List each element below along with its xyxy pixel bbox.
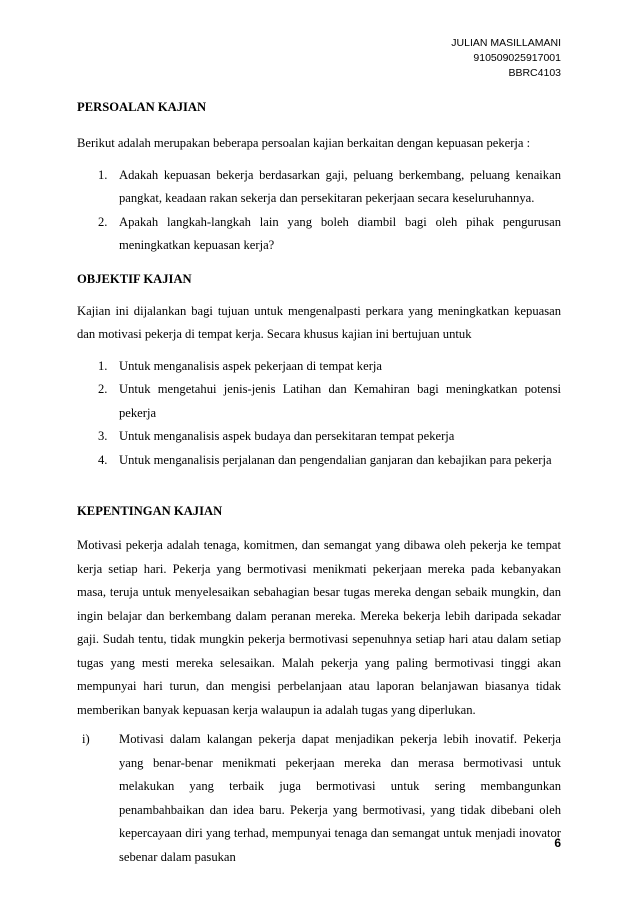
page-number: 6 [554, 836, 561, 850]
list-number: 1. [98, 167, 108, 182]
list-item [77, 355, 561, 379]
list-item-text: Apakah langkah-langkah lain yang boleh diambil bagi oleh pihak pengurusan meningkatkan kepuasan kerja? [119, 214, 561, 252]
list-item-text: Untuk mengetahui jenis-jenis Latihan dan Kemahiran bagi meningkatkan potensi pekerja [119, 382, 561, 420]
author-name: JULIAN MASILLAMANI [451, 37, 561, 49]
document-body [77, 98, 561, 869]
list-number: 2. [98, 382, 108, 396]
list-item-text: Adakah kepuasan bekerja berdasarkan gaji, peluang berkembang, peluang kenaikan pangkat, keadaan rakan sekerja dan persekitaran pekerjaan secara keseluruhannya. [119, 167, 561, 205]
list-number: 4. [98, 452, 108, 467]
page-header [451, 36, 561, 81]
section-intro-objektif: Kajian ini dijalankan bagi tujuan untuk mengenalpasti perkara yang meningkatkan kepuasan dan motivasi pekerja di tempat kerja. Secara khusus kajian ini bertujuan untuk [77, 303, 561, 341]
research-questions-list [77, 164, 561, 258]
student-id: 910509025917001 [473, 52, 561, 64]
list-item [77, 425, 561, 449]
list-number: 1. [98, 358, 108, 373]
list-item-text: Untuk menganalisis perjalanan dan pengendalian ganjaran dan kebajikan para pekerja [119, 452, 552, 467]
list-number: 3. [98, 429, 108, 443]
objectives-list [77, 355, 561, 473]
section-paragraph-kepentingan: Motivasi pekerja adalah tenaga, komitmen, dan semangat yang dibawa oleh pekerja ke tempat kerja setiap hari. Pekerja yang bermotivasi menikmati pekerjaan mereka pada kebanyakan masa, teruja untuk menyelesaikan sebahagian besar tugas mereka dengan sebaik mungkin, dan ingin belajar dan berkembang dalam peranan mereka. Mereka bekerja lebih daripada sekadar gaji. Sudah tentu, tidak mungkin pekerja bermotivasi sepenuhnya setiap hari atau dalam setiap tugas yang mesti mereka selesaikan. Malah pekerja yang paling bermotivasi tinggi akan mempunyai hari turun, dan mengisi perbelanjaan atau laporan belanjawan biasanya tidak memberikan banyak kepuasan kerja walaupun ia adalah tugas yang diperlukan. [77, 538, 561, 717]
course-code: BBRC4103 [508, 67, 561, 79]
section-heading-kepentingan: KEPENTINGAN KAJIAN [77, 504, 223, 518]
list-item [77, 449, 561, 473]
section-heading-persoalan: PERSOALAN KAJIAN [77, 100, 207, 114]
section-intro-persoalan: Berikut adalah merupakan beberapa persoalan kajian berkaitan dengan kepuasan pekerja : [77, 136, 531, 150]
list-number: 2. [98, 214, 108, 229]
list-item-text: Motivasi dalam kalangan pekerja dapat menjadikan pekerja lebih inovatif. Pekerja yang benar-benar menikmati pekerjaan mereka dan merasa bermotivasi untuk melakukan yang terbaik juga bermotivasi untuk sering membangunkan penambahbaikan dan idea baru. Pekerja yang bermotivasi, yang tidak dibebani oleh kepercayaan diri yang terhad, mempunyai tenaga dan semangat untuk menjadi inovator sebenar dalam pasukan [119, 732, 561, 864]
list-item [77, 164, 561, 211]
importance-list [77, 728, 561, 869]
list-item [77, 378, 561, 425]
list-item-text: Untuk menganalisis aspek budaya dan persekitaran tempat pekerja [119, 429, 455, 443]
list-item [77, 211, 561, 258]
section-heading-objektif: OBJEKTIF KAJIAN [77, 271, 192, 286]
list-item-text: Untuk menganalisis aspek pekerjaan di tempat kerja [119, 358, 382, 373]
list-item [77, 728, 561, 869]
list-number: i) [82, 732, 90, 746]
